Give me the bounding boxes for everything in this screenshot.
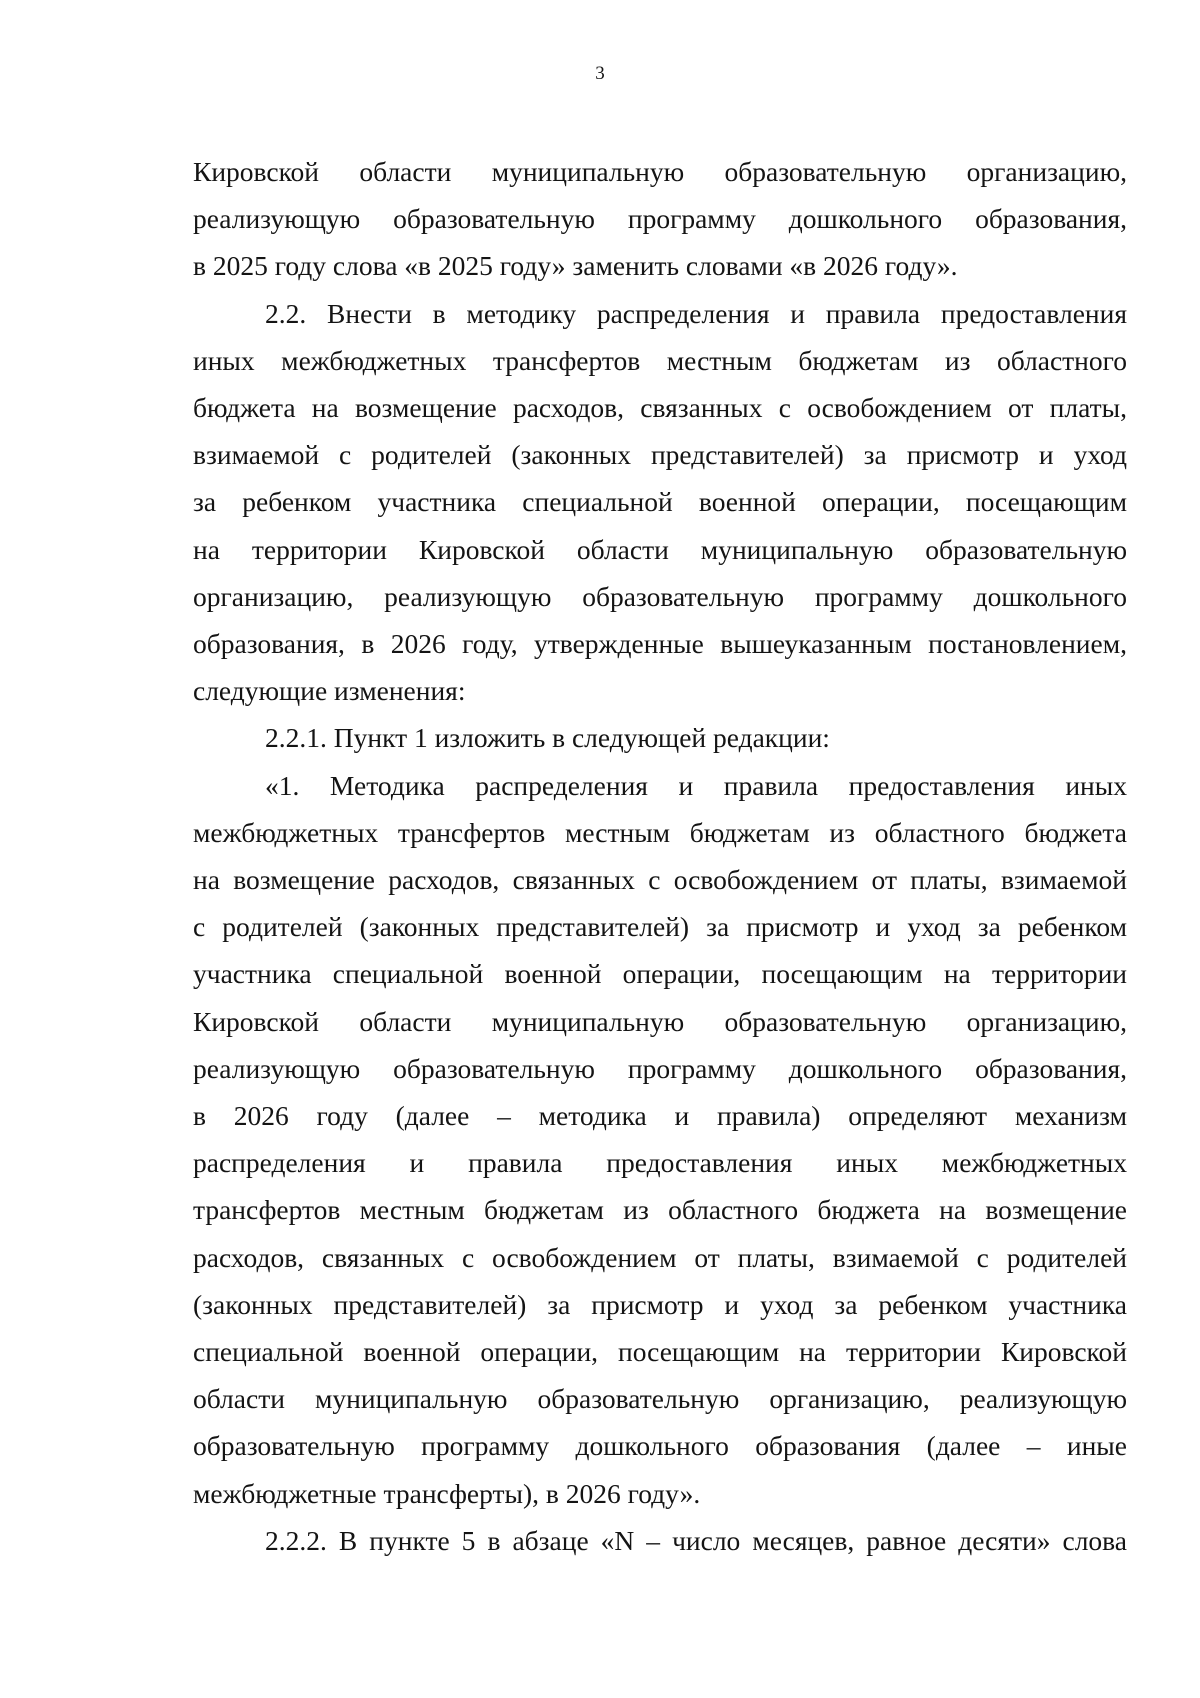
text-line: взимаемой с родителей (законных представителей) за присмотр и уход bbox=[193, 439, 1127, 471]
paragraph-quoted-item-1 bbox=[193, 762, 1127, 1517]
text-line: трансфертов местным бюджетам из областного бюджета на возмещение bbox=[193, 1194, 1127, 1226]
text-line: 2.2.1. Пункт 1 изложить в следующей редакции: bbox=[265, 722, 830, 754]
text-line: организацию, реализующую образовательную программу дошкольного bbox=[193, 580, 1127, 612]
text-line: (законных представителей) за присмотр и уход за ребенком участника bbox=[193, 1288, 1127, 1320]
text-line: специальной военной операции, посещающим на территории Кировской bbox=[193, 1336, 1127, 1368]
text-line: Кировской области муниципальную образовательную организацию, bbox=[193, 156, 1127, 187]
text-line: распределения и правила предоставления иных межбюджетных bbox=[193, 1147, 1127, 1179]
text-line: на возмещение расходов, связанных с освобождением от платы, взимаемой bbox=[193, 864, 1127, 896]
text-line: в 2025 году слова «в 2025 году» заменить словами «в 2026 году». bbox=[193, 250, 958, 282]
text-line: участника специальной военной операции, посещающим на территории bbox=[193, 958, 1127, 990]
text-line: межбюджетные трансферты), в 2026 году». bbox=[193, 1477, 701, 1509]
paragraph-2-2-1 bbox=[193, 714, 1127, 761]
text-line: 2.2.2. В пункте 5 в абзаце «N – число месяцев, равное десяти» слова bbox=[265, 1524, 1127, 1556]
page-number: 3 bbox=[595, 63, 605, 84]
text-line: Кировской области муниципальную образовательную организацию, bbox=[193, 1005, 1127, 1037]
text-line: на территории Кировской области муниципальную образовательную bbox=[193, 533, 1127, 565]
text-line: области муниципальную образовательную организацию, реализующую bbox=[193, 1383, 1127, 1415]
text-line: с родителей (законных представителей) за присмотр и уход за ребенком bbox=[193, 911, 1127, 943]
text-line: следующие изменения: bbox=[193, 675, 466, 707]
text-line: иных межбюджетных трансфертов местным бюджетам из областного bbox=[193, 344, 1127, 376]
text-line: образовательную программу дошкольного образования (далее – иные bbox=[193, 1430, 1127, 1462]
text-line: 2.2. Внести в методику распределения и правила предоставления bbox=[265, 297, 1127, 329]
text-line: за ребенком участника специальной военной операции, посещающим bbox=[193, 486, 1127, 518]
paragraph-2-2-2 bbox=[193, 1517, 1127, 1564]
paragraph-2-2 bbox=[193, 290, 1127, 715]
text-line: расходов, связанных с освобождением от платы, взимаемой с родителей bbox=[193, 1241, 1127, 1273]
document-body bbox=[193, 148, 1127, 1564]
text-line: реализующую образовательную программу дошкольного образования, bbox=[193, 1052, 1127, 1084]
text-line: «1. Методика распределения и правила предоставления иных bbox=[265, 769, 1127, 801]
paragraph-continuation bbox=[193, 148, 1127, 290]
text-line: межбюджетных трансфертов местным бюджетам из областного бюджета bbox=[193, 816, 1127, 848]
text-line: в 2026 году (далее – методика и правила) определяют механизм bbox=[193, 1100, 1127, 1132]
text-line: бюджета на возмещение расходов, связанных с освобождением от платы, bbox=[193, 392, 1127, 424]
text-line: реализующую образовательную программу дошкольного образования, bbox=[193, 203, 1127, 235]
text-line: образования, в 2026 году, утвержденные вышеуказанным постановлением, bbox=[193, 628, 1127, 660]
